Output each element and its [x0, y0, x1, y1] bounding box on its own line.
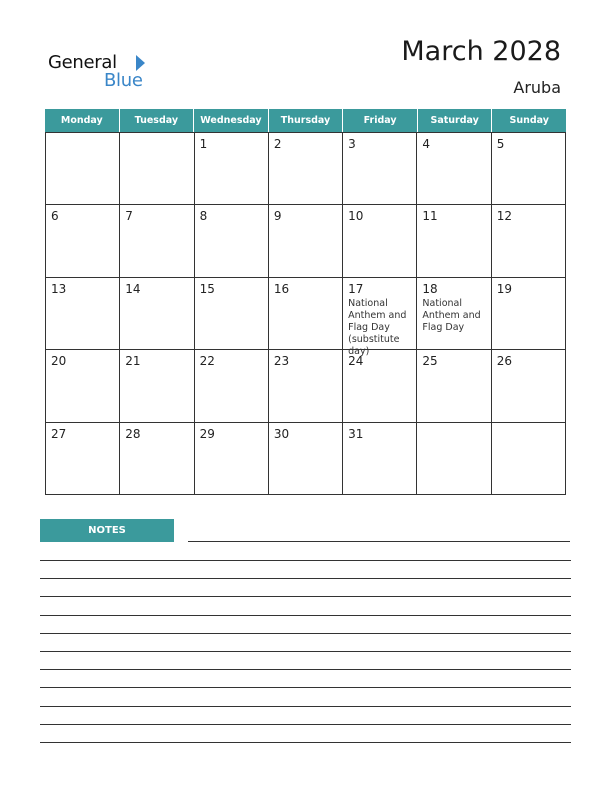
note-line [40, 669, 571, 670]
day-cell [120, 278, 194, 350]
day-number: 25 [422, 354, 438, 369]
note-line [40, 742, 571, 743]
note-line [40, 596, 571, 597]
note-line [40, 578, 571, 579]
day-number: 29 [199, 426, 215, 441]
notes-label: NOTES [40, 519, 174, 542]
week-row [46, 350, 566, 422]
note-line [40, 687, 571, 688]
brand-logo [48, 52, 158, 92]
week-row [46, 423, 566, 495]
brand-name-blue: Blue [104, 70, 143, 91]
day-cell [120, 133, 194, 205]
day-cell [46, 423, 120, 495]
day-cell [417, 133, 491, 205]
day-cell [492, 205, 566, 277]
day-number: 11 [422, 209, 438, 224]
day-number: 8 [199, 209, 208, 224]
day-number: 31 [348, 426, 364, 441]
calendar [45, 109, 566, 495]
day-number: 23 [273, 354, 290, 369]
weekday-wednesday: Wednesday [194, 109, 269, 132]
note-line [40, 706, 571, 707]
holiday-event: National Anthem and Flag Day (substitute day) [348, 297, 407, 357]
day-number: 2 [273, 137, 282, 151]
day-number: 19 [496, 281, 512, 296]
day-number: 5 [496, 137, 505, 151]
day-number: 24 [348, 354, 364, 369]
day-cell [343, 350, 417, 422]
note-line [40, 651, 571, 652]
day-number: 21 [125, 354, 141, 369]
note-line [40, 633, 571, 634]
day-number: 17 [348, 281, 364, 296]
day-cell [195, 350, 269, 422]
day-cell [417, 423, 491, 495]
day-number: 13 [51, 281, 67, 296]
day-cell [46, 350, 120, 422]
day-number: 12 [496, 209, 512, 224]
day-cell [492, 350, 566, 422]
weekday-sunday: Sunday [509, 115, 549, 126]
holiday-event: National Anthem and Flag Day [422, 297, 481, 333]
day-cell [120, 350, 194, 422]
day-cell [195, 205, 269, 277]
day-cell [195, 133, 269, 205]
note-line [40, 724, 571, 725]
weekday-tuesday: Tuesday [120, 109, 195, 132]
day-cell [120, 205, 194, 277]
weekday-header [45, 109, 566, 132]
day-number: 7 [125, 209, 133, 224]
day-number: 10 [348, 209, 364, 224]
day-number: 9 [273, 209, 282, 224]
day-number: 18 [422, 281, 438, 296]
weekday-monday: Monday [45, 109, 120, 132]
day-cell [343, 205, 417, 277]
week-row [46, 133, 566, 205]
note-line [40, 615, 571, 616]
page-title: March 2028 [401, 36, 561, 67]
day-cell [195, 278, 269, 350]
day-cell [492, 423, 566, 495]
day-cell [343, 133, 417, 205]
day-number: 4 [422, 137, 431, 151]
day-number: 1 [199, 137, 208, 151]
day-number: 26 [496, 354, 512, 369]
flag-icon [136, 55, 145, 71]
day-number: 6 [51, 209, 59, 224]
day-number: 14 [125, 281, 141, 296]
week-row [46, 205, 566, 277]
day-cell [46, 205, 120, 277]
day-cell [269, 278, 343, 350]
note-line [40, 560, 571, 561]
day-number: 16 [273, 281, 290, 296]
day-cell [492, 133, 566, 205]
weekday-friday: Friday [343, 109, 418, 132]
day-number: 22 [199, 354, 215, 369]
day-cell [343, 423, 417, 495]
day-cell [343, 278, 417, 357]
calendar-grid [45, 132, 566, 495]
week-row [46, 278, 566, 357]
brand-name-general: General [48, 52, 117, 73]
day-cell [492, 278, 566, 350]
day-cell [46, 278, 120, 350]
day-cell [120, 423, 194, 495]
day-number: 30 [273, 426, 290, 441]
day-cell [269, 205, 343, 277]
day-number: 28 [125, 426, 141, 441]
day-number: 3 [348, 137, 356, 151]
day-cell [269, 350, 343, 422]
day-number: 27 [51, 426, 67, 441]
day-number: 20 [51, 354, 67, 369]
day-cell [417, 205, 491, 277]
day-number: 15 [199, 281, 215, 296]
day-cell [195, 423, 269, 495]
country-label: Aruba [513, 78, 561, 97]
day-cell [46, 133, 120, 205]
day-cell [417, 350, 491, 422]
day-cell [269, 133, 343, 205]
day-cell [269, 423, 343, 495]
weekday-thursday: Thursday [269, 109, 344, 132]
note-line [188, 541, 570, 542]
day-cell [417, 278, 491, 350]
weekday-saturday: Saturday [418, 109, 493, 132]
